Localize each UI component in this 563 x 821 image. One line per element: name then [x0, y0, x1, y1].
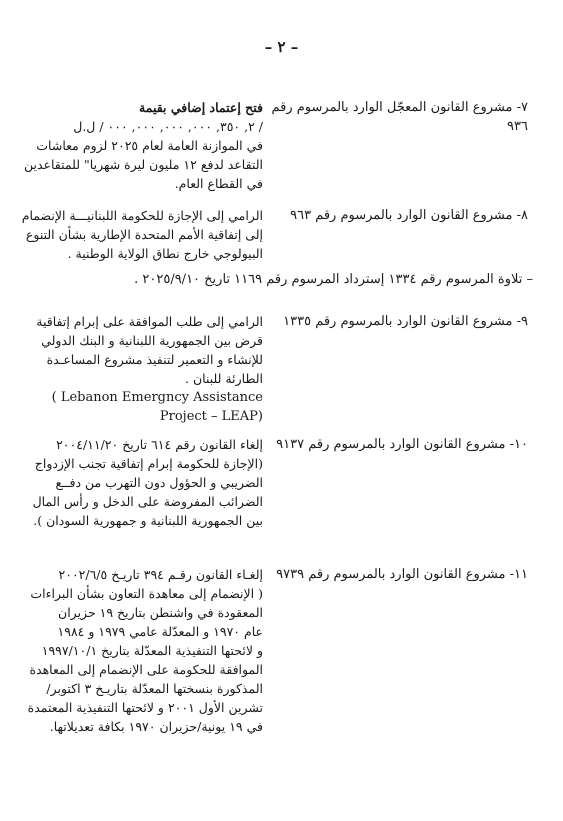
item-description [18, 565, 263, 736]
item-line: / ٢, ٣٥٠, ٠٠٠, ٠٠٠, ٠٠٠, ٠٠٠ / ل.ل [73, 119, 263, 134]
item-line: الضرائب المفروضة على الدخل و رأس المال [32, 494, 263, 509]
item-line: الرامي إلى طلب الموافقة على إبرام إتفاقية [36, 314, 263, 329]
item-line: بين الجمهورية اللبنانية و جمهورية السودان ). [33, 513, 263, 528]
item-description [18, 435, 263, 530]
item-line: للإنشاء و التعمير لتنفيذ مشروع المساعـدة [46, 352, 263, 367]
item-line: (الإجازة للحكومة إبرام إتفاقية تجنب الإزدواج [34, 456, 263, 471]
item-line: إلغاء القانون رقم ٦١٤ تاريخ ٢٠٠٤/١١/٢٠ [56, 437, 263, 452]
item-line: التقاعد لدفع ١٢ مليون ليرة شهريا" للمتقاعدين [23, 157, 263, 172]
item-line: المعقودة في واشنطن بتاريخ ١٩ حزيران [58, 605, 263, 620]
item-line: و لائحتها التنفيذية المعدّلة بتاريخ ١٩٩٧/١٠/١ [41, 643, 263, 658]
item-heading: ٩- مشروع القانون الوارد بالمرسوم رقم ١٣٣٥ [283, 314, 528, 329]
item-line: ( الإنضمام إلى معاهدة التعاون بشأن البراءات [30, 586, 263, 601]
item-line: الضريبي و الحؤول دون التهرب من دفــع [55, 475, 263, 490]
item-line: إلغـاء القانون رقـم ٣٩٤ تاريـخ ٢٠٠٢/٦/٥ [58, 567, 263, 582]
item-line: في ١٩ يونية/حزيران ١٩٧٠ بكافة تعديلاتها. [49, 719, 263, 734]
item-heading: ١١- مشروع القانون الوارد بالمرسوم رقم ٩٧٣٩ [276, 567, 528, 582]
item-line: البيولوجي خارج نطاق الولاية الوطنية . [67, 246, 263, 261]
item-line: الموافقة للحكومة على الإنضمام إلى المعاهدة [29, 662, 263, 677]
page-number: – ٢ – [264, 38, 299, 56]
decree-reading-line: – تلاوة المرسوم رقم ١٣٣٤ إسترداد المرسوم رقم ١١٦٩ تاريخ ٢٠٢٥/٩/١٠ . [134, 272, 533, 287]
item-description [18, 206, 263, 263]
item-line: في الموازنة العامة لعام ٢٠٢٥ لزوم معاشات [36, 138, 263, 153]
item-line: الرامي إلى الإجازة للحكومة اللبنانيـــة الإنضمام [21, 208, 263, 223]
item-heading: ٧- مشروع القانون المعجّل الوارد بالمرسوم رقم ٩٣٦ [271, 100, 528, 134]
project-name-line: Project – LEAP) [159, 409, 263, 424]
item-line: المذكورة بنسختها المعدّلة بتاريـخ ٣ اكتوبر/ [46, 681, 263, 696]
item-line: عام ١٩٧٠ و المعدّلة عامي ١٩٧٩ و ١٩٨٤ [57, 624, 263, 639]
item-line: إلى إتفاقية الأمم المتحدة الإطارية بشأن التنوع [25, 227, 263, 242]
item-description [18, 312, 263, 426]
item-description [18, 98, 263, 193]
item-line: قرض بين الجمهورية اللبنانية و البنك الدولي [41, 333, 263, 348]
item-heading: ٨- مشروع القانون الوارد بالمرسوم رقم ٩٦٣ [290, 208, 528, 223]
project-name-line: ( Lebanon Emergncy Assistance [51, 390, 263, 405]
item-line: في القطاع العام. [174, 176, 263, 191]
item-heading: ١٠- مشروع القانون الوارد بالمرسوم رقم ٩١٣٧ [276, 437, 528, 452]
item-line: تشرين الأول ٢٠٠١ و لائحتها التنفيذية المعتمدة [27, 700, 263, 715]
item-line: الطارئة للبنان . [185, 371, 263, 386]
item-line: فتح إعتماد إضافي بقيمة [139, 100, 263, 115]
